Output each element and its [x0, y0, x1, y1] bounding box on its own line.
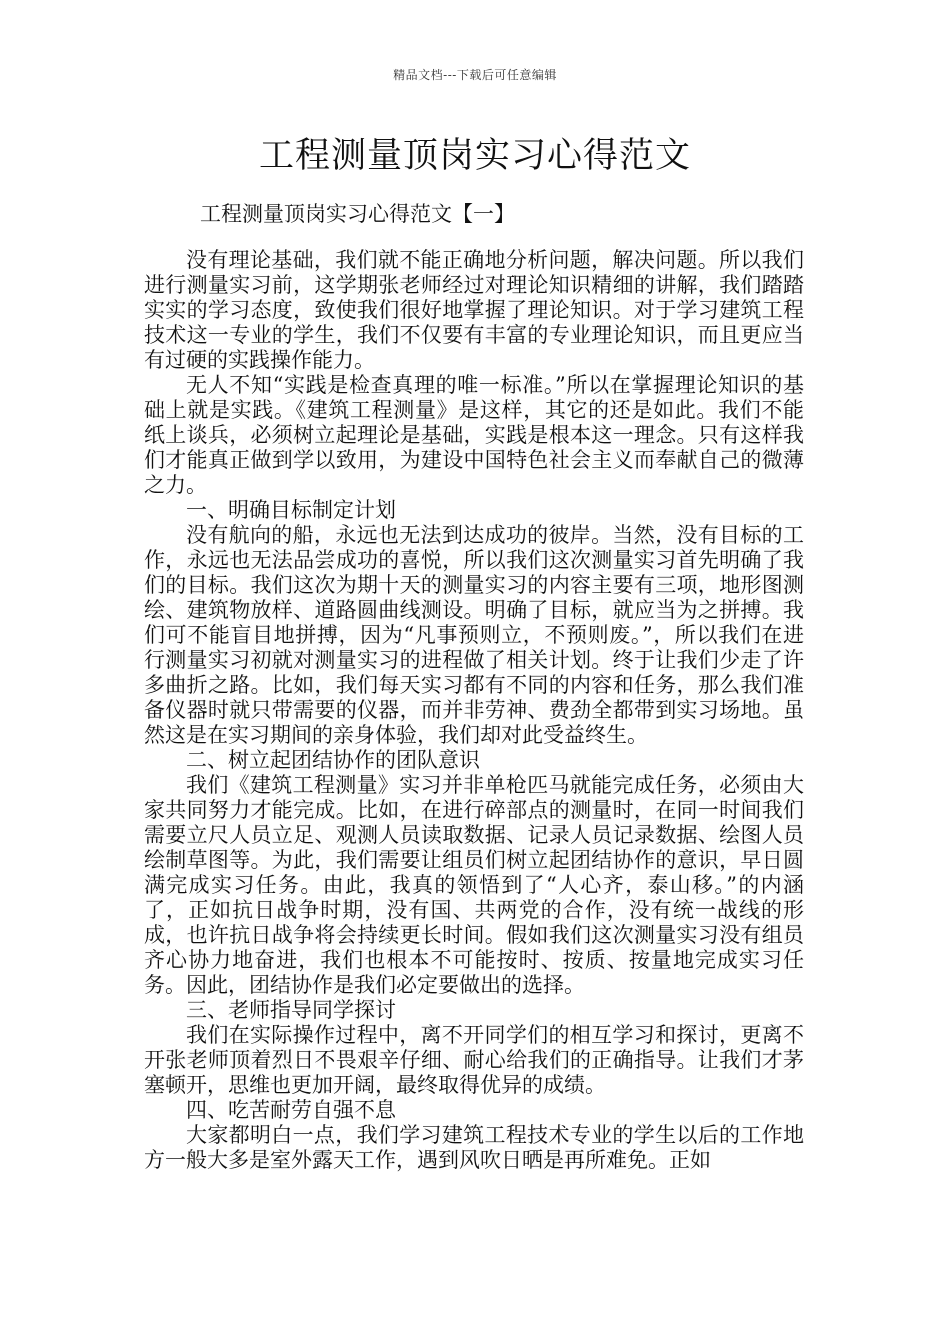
paragraph-guidance: 我们在实际操作过程中，离不开同学们的相互学习和探讨，更离不开张老师顶着烈日不畏艰辛仔细、耐心给我们的正确指导。让我们才茅塞顿开，思维也更加开阔，最终取得优异的成绩。: [144, 1023, 804, 1097]
paragraph-hardwork: 大家都明白一点，我们学习建筑工程技术专业的学生以后的工作地方一般大多是室外露天工作，遇到风吹日晒是再所难免。正如: [144, 1123, 804, 1172]
paragraph-theory: 没有理论基础，我们就不能正确地分析问题，解决问题。所以我们进行测量实习前，这学期张老师经过对理论知识精细的讲解，我们踏踏实实的学习态度，致使我们很好地掌握了理论知识。对于学习建筑工程技术这一专业的学生，我们不仅要有丰富的专业理论知识，而且更应当有过硬的实践操作能力。: [144, 248, 804, 372]
paragraph-goals: 没有航向的船，永远也无法到达成功的彼岸。当然，没有目标的工作，永远也无法品尝成功的喜悦，所以我们这次测量实习首先明确了我们的目标。我们这次为期十天的测量实习的内容主要有三项，地形图测绘、建筑物放样、道路圆曲线测设。明确了目标，就应当为之拼搏。我们可不能盲目地拼搏，因为“凡事预则立，不预则废。”，所以我们在进行测量实习初就对测量实习的进程做了相关计划。终于让我们少走了许多曲折之路。比如，我们每天实习都有不同的内容和任务，那么我们准备仪器时就只带需要的仪器，而并非劳神、费劲全都带到实习场地。虽然这是在实习期间的亲身体验，我们却对此受益终生。: [144, 523, 804, 747]
document-title: 工程测量顶岗实习心得范文: [258, 136, 691, 176]
document-body: [144, 248, 804, 1173]
paragraph-teamwork: 我们《建筑工程测量》实习并非单枪匹马就能完成任务，必须由大家共同努力才能完成。比如，在进行碎部点的测量时，在同一时间我们需要立尺人员立足、观测人员读取数据、记录人员记录数据、绘图人员绘制草图等。为此，我们需要让组员们树立起团结协作的意识，早日圆满完成实习任务。由此，我真的领悟到了“人心齐，泰山移。”的内涵了，正如抗日战争时期，没有国、共两党的合作，没有统一战线的形成，也许抗日战争将会持续更长时间。假如我们这次测量实习没有组员齐心协力地奋进，我们也根本不可能按时、按质、按量地完成实习任务。因此，团结协作是我们必定要做出的选择。: [144, 773, 804, 997]
heading-teamwork: 二、树立起团结协作的团队意识: [186, 748, 480, 772]
heading-hardwork: 四、吃苦耐劳自强不息: [186, 1098, 396, 1122]
heading-goals: 一、明确目标制定计划: [186, 498, 396, 522]
heading-guidance: 三、老师指导同学探讨: [186, 998, 396, 1022]
section-subtitle: 工程测量顶岗实习心得范文【一】: [200, 202, 515, 226]
paragraph-practice: 无人不知“实践是检查真理的唯一标准。”所以在掌握理论知识的基础上就是实践。《建筑工程测量》是这样，其它的还是如此。我们不能纸上谈兵，必须树立起理论是基础，实践是根本这一理念。只有这样我们才能真正做到学以致用，为建设中国特色社会主义而奉献自己的微薄之力。: [144, 373, 804, 497]
header-note: 精品文档---下载后可任意编辑: [393, 68, 557, 82]
